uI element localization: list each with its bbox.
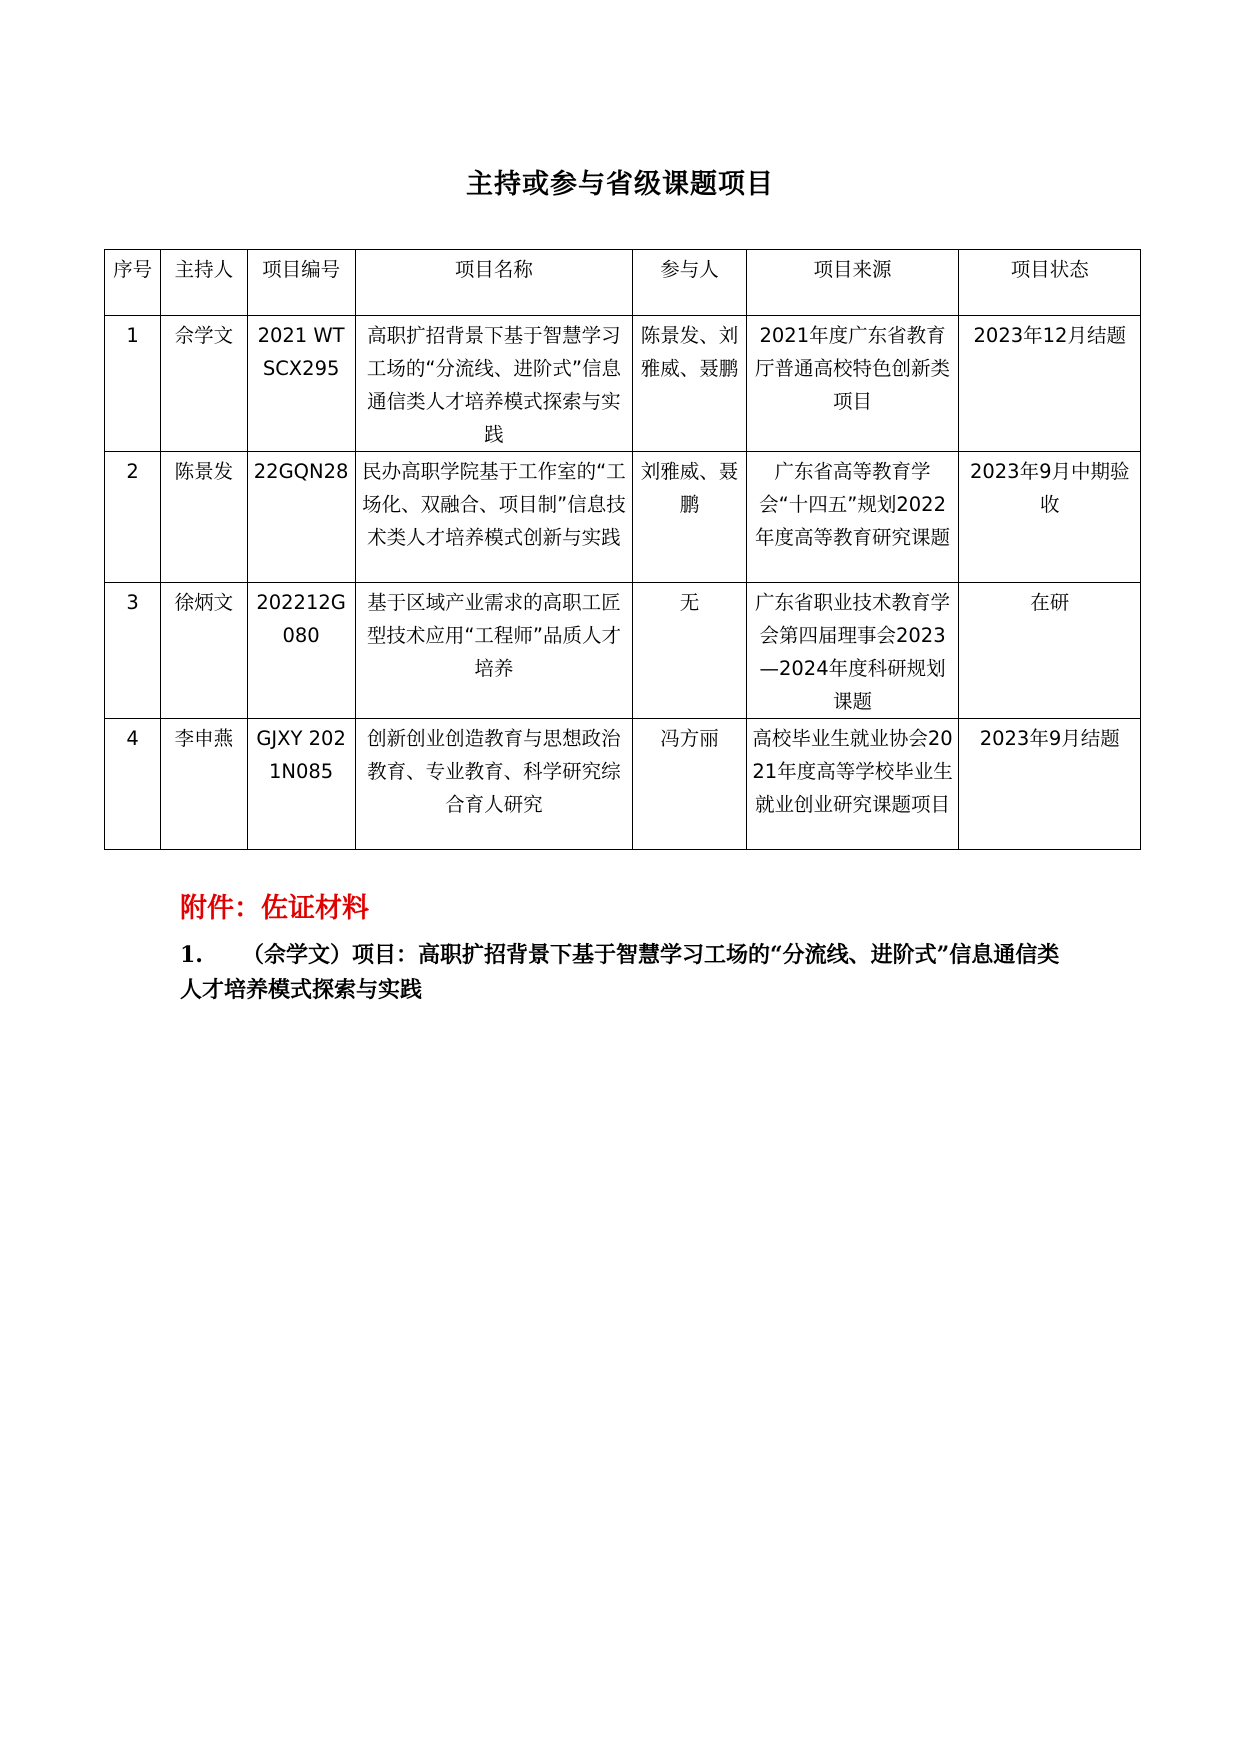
appendix-item-number: 1. (180, 942, 203, 968)
cell-code: GJXY 2021N085 (247, 719, 355, 850)
header-name: 项目名称 (355, 250, 633, 316)
header-source: 项目来源 (746, 250, 959, 316)
header-code: 项目编号 (247, 250, 355, 316)
appendix-item (180, 938, 1080, 1008)
cell-participants: 冯方丽 (633, 719, 746, 850)
cell-status: 2023年9月中期验收 (959, 452, 1141, 583)
cell-source: 广东省高等教育学会“十四五”规划2022年度高等教育研究课题 (746, 452, 959, 583)
header-participants: 参与人 (633, 250, 746, 316)
cell-status: 2023年12月结题 (959, 316, 1141, 452)
header-status: 项目状态 (959, 250, 1141, 316)
table-row (105, 583, 1141, 719)
cell-participants: 刘雅威、聂鹏 (633, 452, 746, 583)
cell-source: 高校毕业生就业协会2021年度高等学校毕业生就业创业研究课题项目 (746, 719, 959, 850)
header-host: 主持人 (161, 250, 247, 316)
header-seq: 序号 (105, 250, 161, 316)
cell-participants: 陈景发、刘雅威、聂鹏 (633, 316, 746, 452)
appendix-title: 附件：佐证材料 (180, 893, 369, 924)
cell-host: 徐炳文 (161, 583, 247, 719)
cell-host: 佘学文 (161, 316, 247, 452)
appendix-item-text: （佘学文）项目：高职扩招背景下基于智慧学习工场的“分流线、进阶式”信息通信类人才培养模式探索与实践 (180, 942, 1060, 1003)
cell-seq: 1 (105, 316, 161, 452)
table-row (105, 316, 1141, 452)
cell-status: 在研 (959, 583, 1141, 719)
cell-code: 2021 WTSCX295 (247, 316, 355, 452)
cell-seq: 2 (105, 452, 161, 583)
cell-name: 创新创业创造教育与思想政治教育、专业教育、科学研究综合育人研究 (355, 719, 633, 850)
cell-name: 基于区域产业需求的高职工匠型技术应用“工程师”品质人才培养 (355, 583, 633, 719)
cell-source: 2021年度广东省教育厅普通高校特色创新类项目 (746, 316, 959, 452)
cell-seq: 4 (105, 719, 161, 850)
cell-name: 民办高职学院基于工作室的“工场化、双融合、项目制”信息技术类人才培养模式创新与实践 (355, 452, 633, 583)
table-row (105, 719, 1141, 850)
table-header-row (105, 250, 1141, 316)
cell-seq: 3 (105, 583, 161, 719)
page-title: 主持或参与省级课题项目 (466, 169, 774, 200)
cell-code: 202212G080 (247, 583, 355, 719)
projects-table (104, 249, 1141, 850)
table-row (105, 452, 1141, 583)
cell-host: 李申燕 (161, 719, 247, 850)
cell-status: 2023年9月结题 (959, 719, 1141, 850)
cell-name: 高职扩招背景下基于智慧学习工场的“分流线、进阶式”信息通信类人才培养模式探索与实践 (355, 316, 633, 452)
cell-source: 广东省职业技术教育学会第四届理事会2023—2024年度科研规划课题 (746, 583, 959, 719)
cell-participants: 无 (633, 583, 746, 719)
cell-code: 22GQN28 (247, 452, 355, 583)
cell-host: 陈景发 (161, 452, 247, 583)
